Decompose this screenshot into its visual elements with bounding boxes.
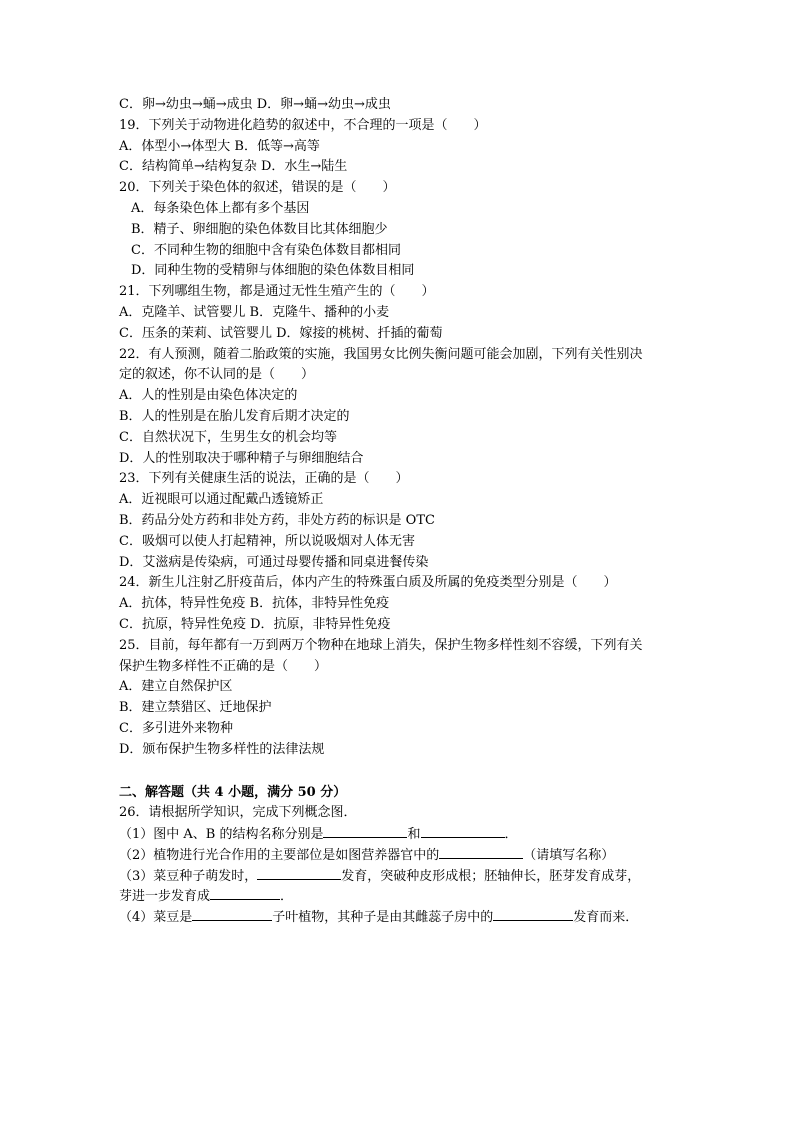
q25-stem-line1: 25．目前，每年都有一万到两万个物种在地球上消失，保护生物多样性刻不容缓，下列有关 bbox=[119, 637, 643, 653]
exam-page bbox=[119, 95, 699, 928]
q20-option-c: C．不同种生物的细胞中含有染色体数目都相同 bbox=[131, 242, 401, 258]
section-gap bbox=[119, 761, 699, 783]
q26-stem: 26．请根据所学知识，完成下列概念图． bbox=[119, 805, 357, 821]
q25-option-c: C．多引进外来物种 bbox=[119, 720, 233, 736]
q26-sub1 bbox=[119, 824, 699, 845]
q23-option-d: D．艾滋病是传染病，可通过母婴传播和同桌进餐传染 bbox=[119, 554, 429, 570]
q20-stem: 20．下列关于染色体的叙述，错误的是（ ） bbox=[119, 180, 396, 196]
q26-sub3b-end: ． bbox=[280, 889, 294, 905]
q21-stem: 21．下列哪组生物，都是通过无性生殖产生的（ ） bbox=[119, 284, 435, 300]
q26-sub3-line1 bbox=[119, 866, 699, 887]
q22-option-a: A．人的性别是由染色体决定的 bbox=[119, 388, 298, 404]
q22-stem-line2: 定的叙述，你不认同的是（ ） bbox=[119, 367, 315, 383]
q25-option-d: D．颁布保护生物多样性的法律法规 bbox=[119, 741, 325, 757]
q25-option-b: B．建立禁猎区、迁地保护 bbox=[119, 700, 272, 716]
answer-blank-organ[interactable] bbox=[439, 845, 523, 859]
q26-sub2-text: （2）植物进行光合作用的主要部位是如图营养器官中的 bbox=[119, 847, 440, 863]
q26-sub4-text: （4）菜豆是 bbox=[119, 910, 193, 926]
q26-sub1-and: 和 bbox=[407, 827, 421, 843]
q22-option-d: D．人的性别取决于哪种精子与卵细胞结合 bbox=[119, 450, 364, 466]
q23-option-b: B．药品分处方药和非处方药，非处方药的标识是 OTC bbox=[119, 512, 435, 528]
q26-sub4-mid: 子叶植物，其种子是由其雌蕊子房中的 bbox=[272, 910, 494, 926]
answer-blank-a[interactable] bbox=[323, 824, 407, 838]
q20-option-d: D．同种生物的受精卵与体细胞的染色体数目相同 bbox=[131, 263, 415, 279]
q26-sub2-end: （请填写名称） bbox=[523, 847, 615, 863]
answer-blank-bud[interactable] bbox=[210, 886, 280, 900]
q18-options-cd: C．卵→幼虫→蛹→成虫 D．卵→蛹→幼虫→成虫 bbox=[119, 97, 391, 112]
q26-sub3-text: （3）菜豆种子萌发时， bbox=[119, 868, 258, 884]
answer-blank-b[interactable] bbox=[421, 824, 505, 838]
section-heading: 二、解答题（共 4 小题，满分 50 分） bbox=[119, 784, 347, 800]
q26-sub4 bbox=[119, 907, 699, 928]
q26-sub4-end: 发育而来． bbox=[573, 910, 639, 926]
q26-sub1-end: ． bbox=[504, 827, 518, 843]
q19-stem: 19．下列关于动物进化趋势的叙述中，不合理的一项是（ ） bbox=[119, 117, 487, 133]
q21-options-ab: A．克隆羊、试管婴儿 B．克隆牛、播种的小麦 bbox=[119, 304, 390, 320]
q25-option-a: A．建立自然保护区 bbox=[119, 679, 233, 695]
q26-sub2 bbox=[119, 845, 699, 866]
q25-stem-line2: 保护生物多样性不正确的是（ ） bbox=[119, 658, 328, 674]
q22-option-c: C．自然状况下，生男生女的机会均等 bbox=[119, 429, 337, 445]
q19-options-ab: A．体型小→体型大 B．低等→高等 bbox=[119, 138, 320, 154]
q20-option-a: A．每条染色体上都有多个基因 bbox=[131, 200, 310, 216]
q22-option-b: B．人的性别是在胎儿发育后期才决定的 bbox=[119, 408, 350, 424]
q22-stem-line1: 22．有人预测，随着二胎政策的实施，我国男女比例失衡问题可能会加剧，下列有关性别决 bbox=[119, 346, 643, 362]
q26-sub3b-text: 芽进一步发育成 bbox=[119, 889, 211, 905]
answer-blank-cotyledon[interactable] bbox=[192, 907, 272, 921]
q26-sub3-rest: 发育，突破种皮形成根；胚轴伸长，胚芽发育成芽， bbox=[341, 868, 641, 884]
q21-options-cd: C．压条的茉莉、试管婴儿 D．嫁接的桃树、扦插的葡萄 bbox=[119, 325, 443, 341]
q23-stem: 23．下列有关健康生活的说法，正确的是（ ） bbox=[119, 471, 409, 487]
q24-stem: 24．新生儿注射乙肝疫苗后，体内产生的特殊蛋白质及所属的免疫类型分别是（ ） bbox=[119, 575, 617, 591]
q19-options-cd: C．结构简单→结构复杂 D．水生→陆生 bbox=[119, 159, 348, 175]
q24-options-cd: C．抗原，特异性免疫 D．抗原，非特异性免疫 bbox=[119, 616, 391, 632]
answer-blank-radicle[interactable] bbox=[257, 866, 341, 880]
q20-option-b: B．精子、卵细胞的染色体数目比其体细胞少 bbox=[131, 221, 388, 237]
q23-option-a: A．近视眼可以通过配戴凸透镜矫正 bbox=[119, 492, 324, 508]
answer-blank-ovule[interactable] bbox=[493, 907, 573, 921]
q26-sub1-text: （1）图中 A、B 的结构名称分别是 bbox=[119, 827, 324, 843]
q24-options-ab: A．抗体，特异性免疫 B．抗体，非特异性免疫 bbox=[119, 596, 390, 612]
q26-sub3-line2 bbox=[119, 886, 699, 907]
q23-option-c: C．吸烟可以使人打起精神，所以说吸烟对人体无害 bbox=[119, 533, 415, 549]
